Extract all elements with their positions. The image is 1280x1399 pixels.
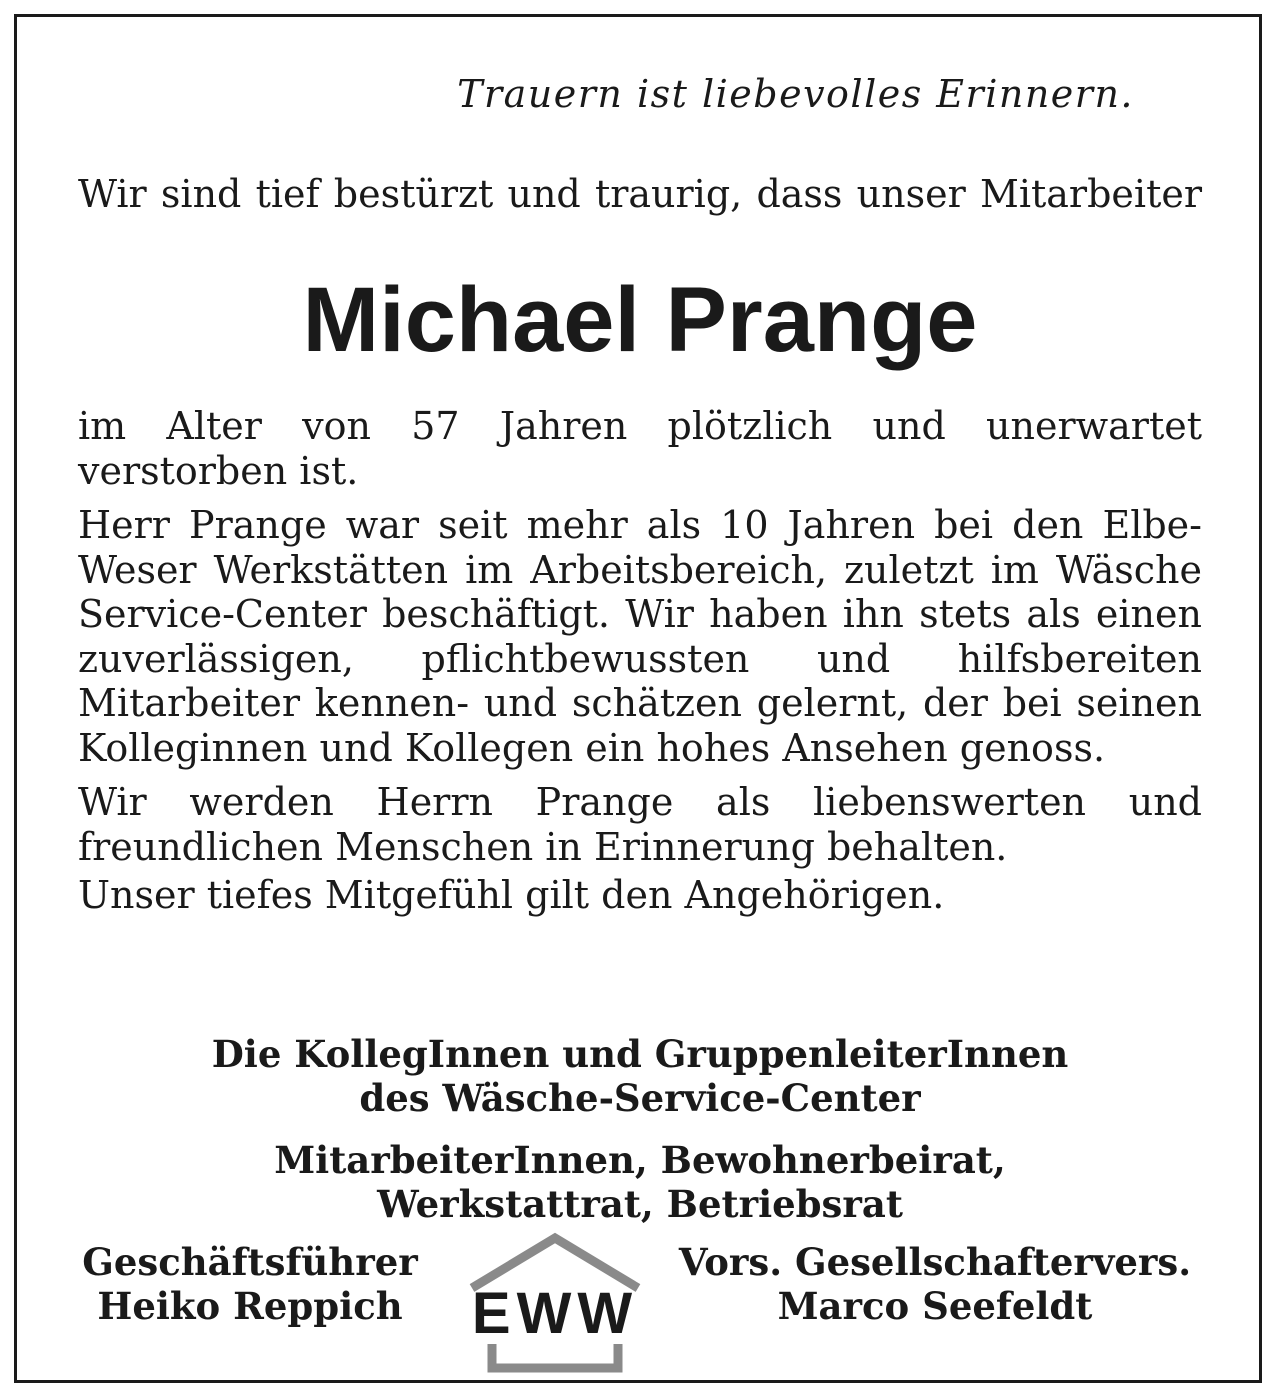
eww-logo: [466, 1232, 644, 1376]
signature-group-councils: [0, 1138, 1280, 1226]
paragraph: Unser tiefes Mitgefühl gilt den Angehörigen.: [78, 873, 945, 917]
signature-title: Vors. Gesellschaftervers.: [678, 1240, 1192, 1284]
signature-chairman: [660, 1240, 1210, 1328]
logo-text: EWW: [471, 1281, 639, 1346]
signature-name: Heiko Reppich: [97, 1284, 403, 1328]
motto: Trauern ist liebevolles Erinnern.: [457, 72, 1134, 116]
intro-line: Wir sind tief bestürzt und traurig, dass unser Mitarbeiter: [78, 172, 1202, 216]
signature-name: Marco Seefeldt: [777, 1284, 1093, 1328]
signature-title: Geschäftsführer: [82, 1240, 418, 1284]
signature-group-colleagues: [0, 1032, 1280, 1120]
signature-line: des Wäsche-Service-Center: [359, 1076, 921, 1120]
deceased-name: Michael Prange: [302, 269, 978, 371]
paragraph: Wir werden Herrn Prange als liebenswerten und freundlichen Menschen in Erinnerung behalten.: [78, 780, 1202, 869]
signature-line: MitarbeiterInnen, Bewohnerbeirat,: [274, 1138, 1006, 1182]
signature-line: Werkstattrat, Betriebsrat: [377, 1182, 903, 1226]
signature-line: Die KollegInnen und GruppenleiterInnen: [211, 1032, 1069, 1076]
paragraph: im Alter von 57 Jahren plötzlich und unerwartet verstorben ist.: [78, 404, 1202, 493]
paragraph: Herr Prange war seit mehr als 10 Jahren bei den Elbe-Weser Werkstätten im Arbeitsbereich, zuletzt im Wäsche Service-Center beschäftigt. Wir haben ihn stets als einen zuverlässigen, pflichtbewussten und hilfsbereiten Mitarbeiter kennen- und schätzen gelernt, der bei seinen Kolleginnen und Kollegen ein hohes Ansehen genoss.: [78, 503, 1202, 770]
body-text: [78, 404, 1202, 928]
signature-managing-director: [60, 1240, 440, 1328]
